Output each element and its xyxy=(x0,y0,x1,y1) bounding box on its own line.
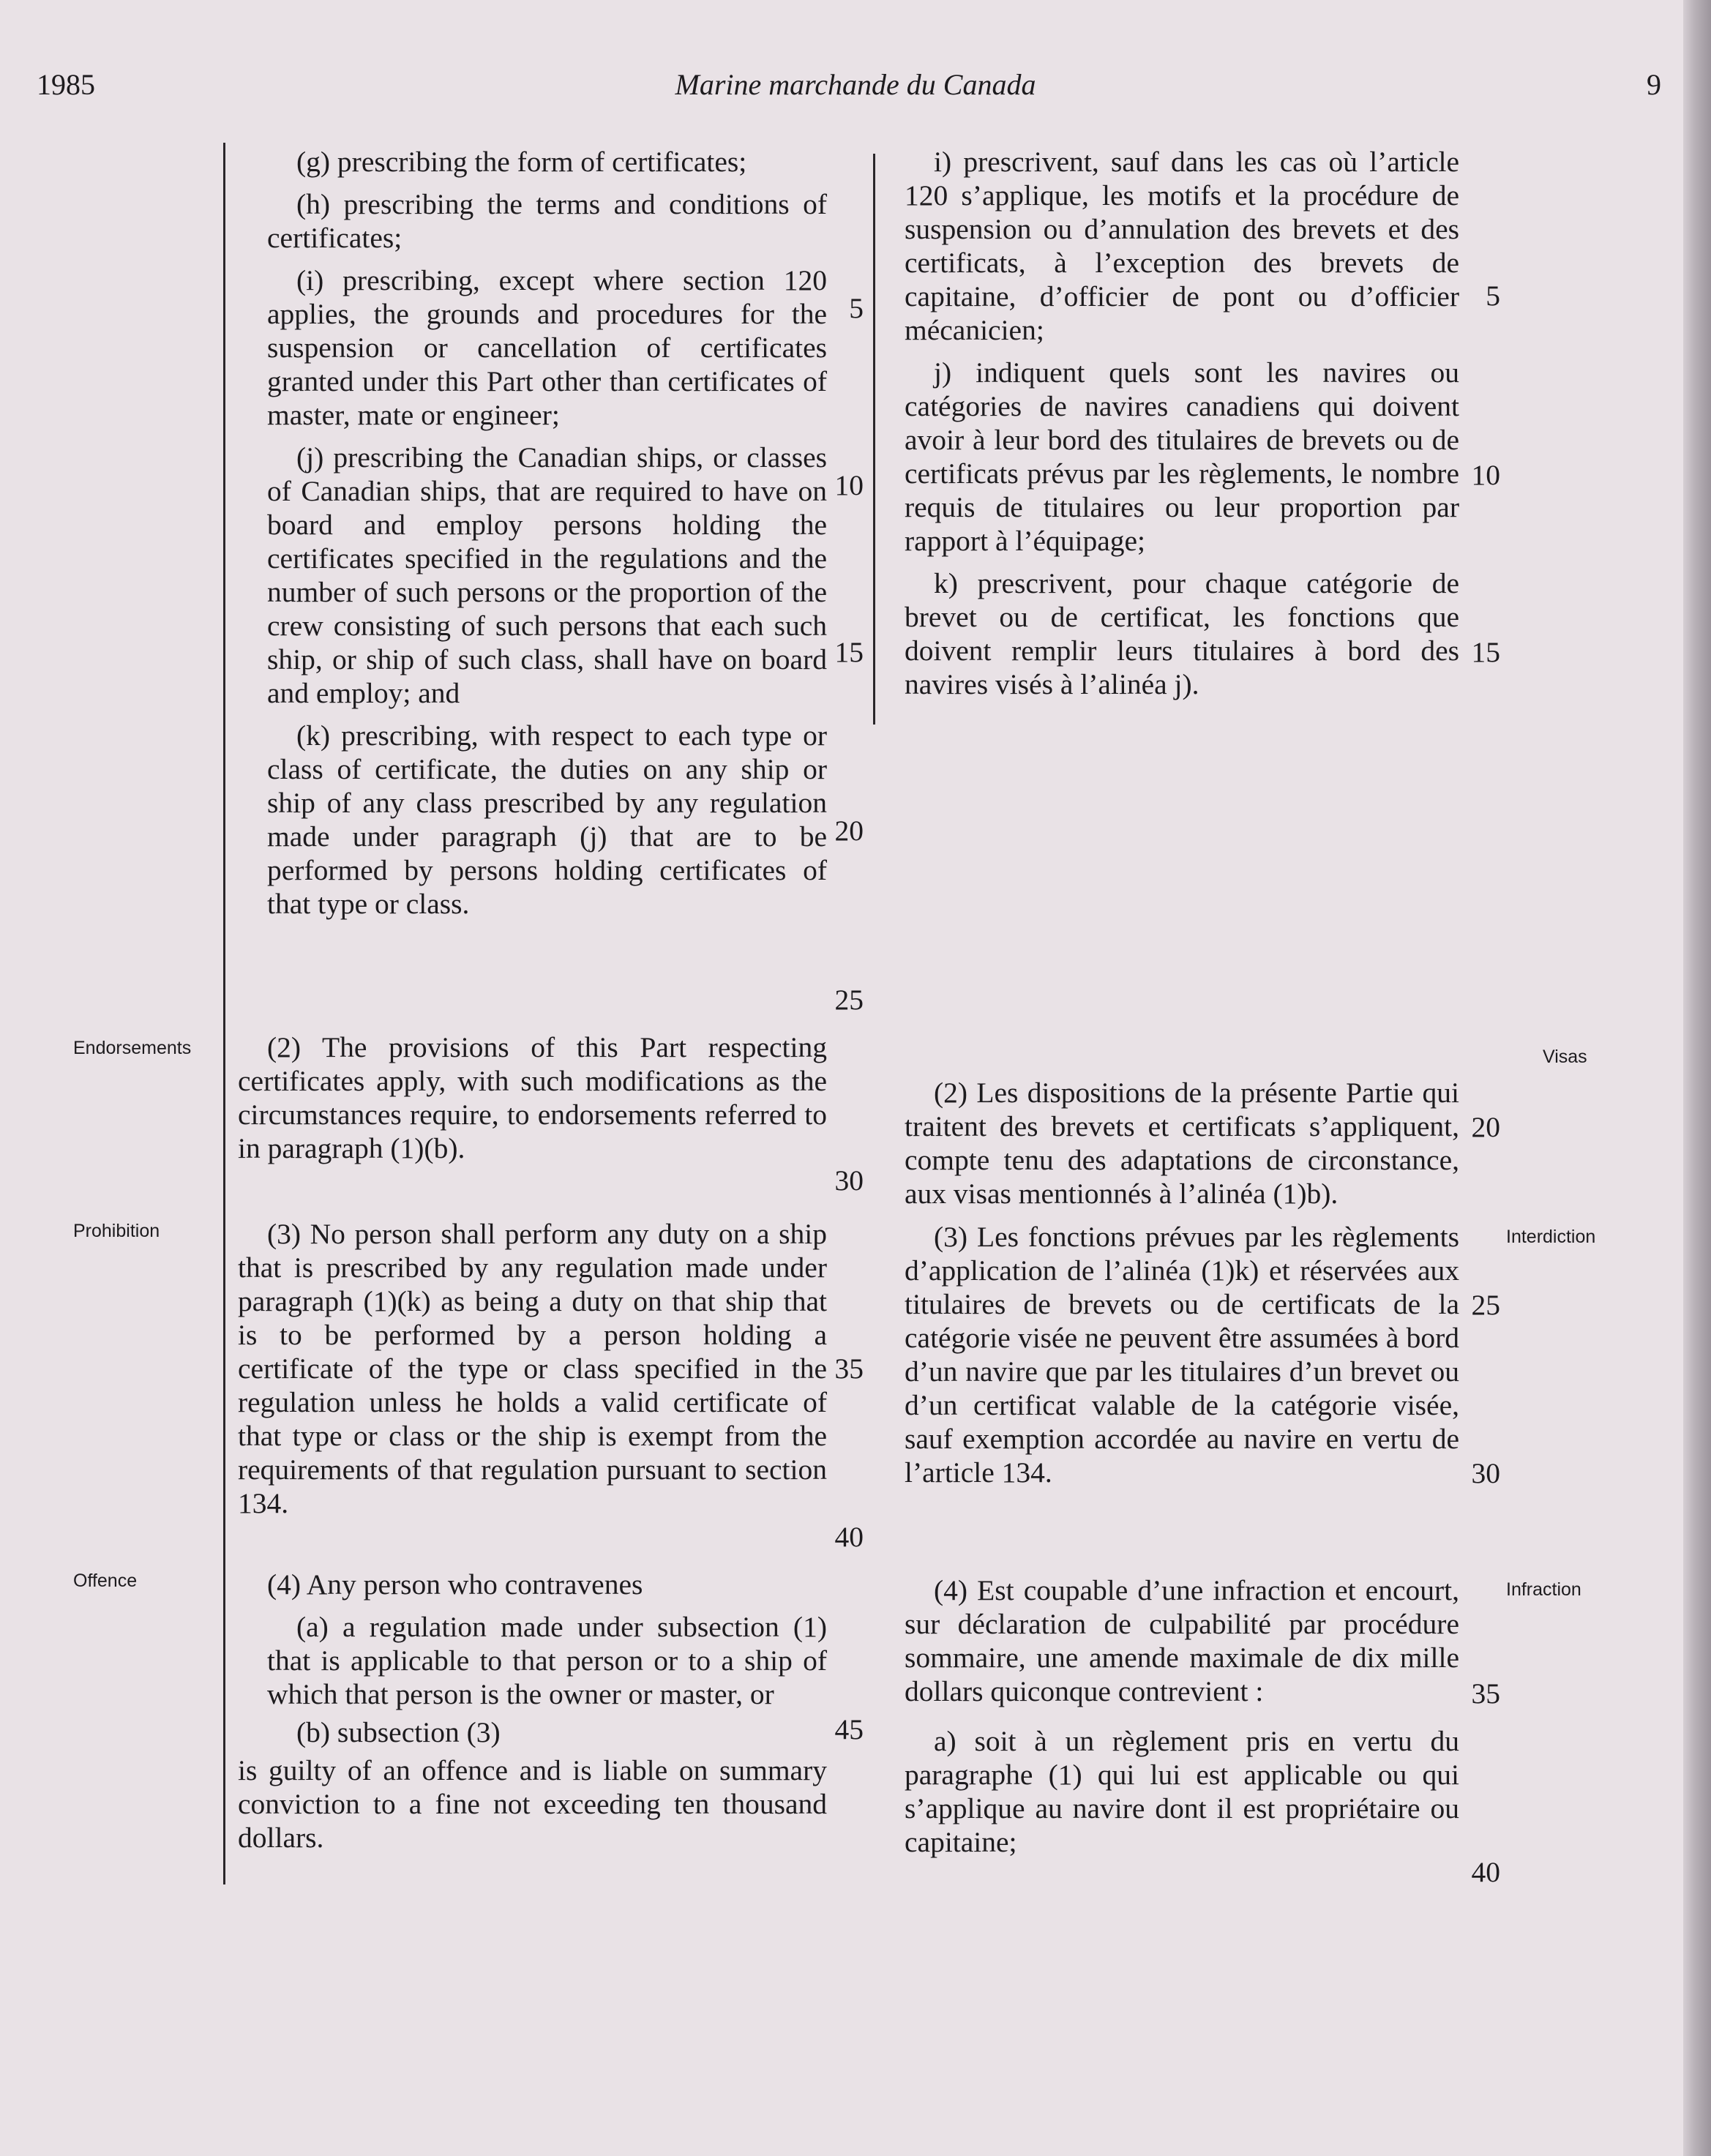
french-column xyxy=(905,145,1459,710)
english-subsection-4-tail: is guilty of an offence and is liable on summary conviction to a fine not exceeding ten thousand dollars. xyxy=(238,1754,827,1854)
french-line-number: 35 xyxy=(1471,1677,1500,1710)
french-paragraph-k: k) prescrivent, pour chaque catégorie de brevet ou de certificat, les fonctions que doivent remplir leurs titulaires à bord des navires visés à l’alinéa j). xyxy=(905,567,1459,700)
french-paragraph-i: i) prescrivent, sauf dans les cas où l’article 120 s’applique, les motifs et la procédure de suspension ou d’annulation des brevets et des certificats, à l’exception des brevets de capitaine, d’officier de pont ou d’officier mécanicien; xyxy=(905,146,1459,346)
english-column-sub4 xyxy=(238,1568,827,1863)
english-line-number: 10 xyxy=(834,469,864,501)
french-paragraph-j: j) indiquent quels sont les navires ou catégories de navires canadiens qui doivent avoir à leur bord des titulaires de brevets ou de certificats prévus par les règlements, le nombre requis de titulaires ou leur proportion par rapport à l’équipage; xyxy=(905,356,1459,557)
english-paragraph-j: (j) prescribing the Canadian ships, or classes of Canadian ships, that are required to have on board and employ persons holding the certificates specified in the regulations and the number of such persons or the proportion of the crew consisting of such persons that each such ship, or ship of such class, shall have on board and employ; and xyxy=(267,441,827,709)
margin-note-interdiction: Interdiction xyxy=(1506,1227,1596,1247)
french-line-number: 30 xyxy=(1471,1457,1500,1489)
english-line-number: 15 xyxy=(834,636,864,668)
english-subsection-2: (2) The provisions of this Part respecting certificates apply, with such modifications as the circumstances require, to endorsements referred to in paragraph (1)(b). xyxy=(238,1031,827,1164)
page-year: 1985 xyxy=(37,68,95,101)
french-column-sub3 xyxy=(905,1220,1459,1498)
left-vertical-rule xyxy=(223,143,225,1884)
english-line-number: 25 xyxy=(834,984,864,1016)
english-paragraph-k: (k) prescribing, with respect to each type or class of certificate, the duties on any ship or ship of any class prescribed by any regulation made under paragraph (j) that are to be performed by persons holding certificates of that type or class. xyxy=(267,719,827,920)
english-paragraph-4b: (b) subsection (3) xyxy=(296,1716,501,1748)
margin-note-endorsements: Endorsements xyxy=(73,1038,192,1058)
english-column xyxy=(267,145,827,929)
english-subsection-3: (3) No person shall perform any duty on a ship that is prescribed by any regulation made under paragraph (1)(k) as being a duty on that ship that is to be performed by a person holding a certificate of the type or class specified in the regulation unless he holds a valid certificate of that type or class or the ship is exempt from the requirements of that regulation pursuant to section 134. xyxy=(238,1218,827,1519)
english-line-number: 5 xyxy=(849,292,864,324)
english-line-number: 20 xyxy=(834,815,864,847)
center-vertical-rule xyxy=(873,154,875,725)
french-subsection-4: (4) Est coupable d’une infraction et encourt, sur déclaration de culpabilité par procédure sommaire, une amende maximale de dix mille dollars quiconque contrevient : xyxy=(905,1574,1459,1707)
french-column-sub2 xyxy=(905,1076,1459,1219)
french-line-number: 40 xyxy=(1471,1856,1500,1888)
french-line-number: 20 xyxy=(1471,1111,1500,1143)
english-line-number: 45 xyxy=(834,1713,864,1745)
english-paragraph-g: (g) prescribing the form of certificates; xyxy=(296,146,747,178)
margin-note-visas: Visas xyxy=(1543,1047,1587,1067)
english-column-sub2 xyxy=(238,1030,827,1174)
french-line-number: 5 xyxy=(1486,280,1500,312)
french-paragraph-4a: a) soit à un règlement pris en vertu du paragraphe (1) qui lui est applicable ou qui s’applique au navire dont il est propriétaire ou capitaine; xyxy=(905,1725,1459,1858)
page-title: Marine marchande du Canada xyxy=(675,68,1036,101)
english-paragraph-i: (i) prescribing, except where section 120 applies, the grounds and procedures for the suspension or cancellation of certificates granted under this Part other than certificates of master, mate or engineer; xyxy=(267,264,827,431)
french-line-number: 10 xyxy=(1471,459,1500,491)
english-line-number: 40 xyxy=(834,1521,864,1553)
margin-note-prohibition: Prohibition xyxy=(73,1221,160,1241)
french-line-number: 25 xyxy=(1471,1289,1500,1321)
margin-note-infraction: Infraction xyxy=(1506,1579,1581,1600)
french-subsection-3: (3) Les fonctions prévues par les règlements d’application de l’alinéa (1)k) et réservées aux titulaires de brevets ou de certificats de la catégorie visée ne peuvent être assumées à bord d’un navire que par les titulaires d’un brevet ou d’un certificat valable de la catégorie visée, sauf exemption accordée au navire en vertu de l’article 134. xyxy=(905,1221,1459,1489)
page-number: 9 xyxy=(1647,68,1661,101)
page-edge xyxy=(1683,0,1711,2156)
english-paragraph-4a: (a) a regulation made under subsection (1) that is applicable to that person or to a ship of which that person is the owner or master, or xyxy=(267,1611,827,1710)
english-subsection-4: (4) Any person who contravenes xyxy=(267,1568,643,1601)
english-line-number: 30 xyxy=(834,1164,864,1197)
english-paragraph-h: (h) prescribing the terms and conditions of certificates; xyxy=(267,188,827,254)
french-subsection-2: (2) Les dispositions de la présente Partie qui traitent des brevets et certificats s’appliquent, compte tenu des adaptations de circonstance, aux visas mentionnés à l’alinéa (1)b). xyxy=(905,1077,1459,1210)
french-column-sub4 xyxy=(905,1573,1459,1868)
english-column-sub3 xyxy=(238,1217,827,1529)
french-line-number: 15 xyxy=(1471,636,1500,668)
english-line-number: 35 xyxy=(834,1352,864,1385)
margin-note-offence: Offence xyxy=(73,1571,138,1591)
